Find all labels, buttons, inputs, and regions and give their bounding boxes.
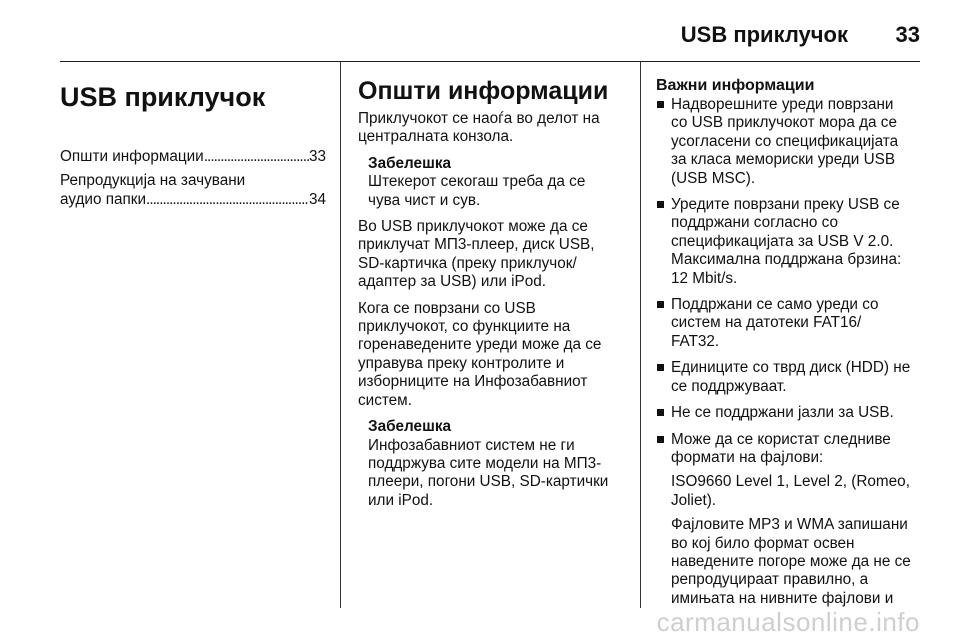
list-item: Не се поддржани јазли за USB.	[656, 404, 932, 422]
toc-entry[interactable]	[60, 172, 326, 209]
paragraph: Во USB приклучокот може да се приклучат МП3-плеер, диск USB, SD-картичка (преку приклучок/ адаптер за USB) или iPod.	[358, 218, 595, 291]
column-toc	[60, 80, 326, 215]
list-item: Надворешните уреди поврзани со USB приклучокот мора да се усогласени со спецификацијата за класа мемориски уреди USB (USB MSC).	[656, 96, 932, 188]
note-heading: Забелешка	[368, 418, 451, 436]
list-item: Уредите поврзани преку USB се поддржани согласно со спецификацијата за USB V 2.0. Максимална поддржана брзина: 12 Mbit/s.	[656, 196, 932, 288]
note-heading: Забелешка	[368, 154, 451, 172]
watermark: carmanualsonline.info	[656, 607, 920, 637]
list-item: Може да се користат следниве формати на фајлови: ISO9660 Level 1, Level 2, (Romeo, Joliet). Фајловите MP3 и WMA запишани во кој било формат освен наведените погоре може да не се репродуцираат правилно, а имињата на нивните фајлови и	[656, 431, 932, 609]
note-box: Забелешка Инфозабавниот систем не ги поддржува сите модели на МП3- плеери, погони USB, SD-картички или iPod.	[368, 418, 630, 510]
toc-row	[60, 148, 326, 166]
section-title: Општи информации	[358, 77, 609, 105]
header-rule	[60, 61, 920, 62]
toc-text: Репродукција на зачувани	[60, 172, 246, 190]
toc-page: 34	[308, 190, 326, 208]
toc-page: 33	[308, 148, 326, 165]
toc-row	[60, 191, 326, 209]
toc-entry[interactable]	[60, 148, 326, 166]
column-divider-2	[640, 62, 641, 608]
list-item: Поддржани се само уреди со систем на датотеки FAT16/ FAT32.	[656, 296, 932, 351]
bullet-icon	[657, 101, 664, 108]
bullet-list	[656, 96, 932, 608]
page-header	[0, 22, 920, 52]
intro-paragraph: Приклучокот се наоѓа во делот на централната конзола.	[358, 110, 600, 146]
list-item: Единиците со тврд диск (HDD) не се поддржуваат.	[656, 359, 932, 396]
header-title: USB приклучок	[680, 22, 848, 47]
column-general-info	[358, 76, 630, 518]
chapter-title: USB приклучок	[60, 82, 266, 112]
bullet-icon	[657, 436, 664, 443]
toc-text: Општи информации	[60, 148, 204, 165]
column-divider-1	[340, 62, 341, 608]
bullet-icon	[657, 364, 664, 371]
toc-text: аудио папки	[60, 190, 147, 208]
paragraph: Кога се поврзани со USB приклучокот, со функциите на горенаведените уреди може да се управува преку контролите и изборниците на Инфозабавниот систем.	[358, 299, 602, 409]
note-box: Забелешка Штекерот секогаш треба да се чува чист и сув.	[368, 155, 630, 210]
table-of-contents	[60, 148, 326, 209]
bullet-icon	[657, 409, 664, 416]
page-number: 33	[895, 22, 920, 47]
bullet-icon	[657, 301, 664, 308]
section-title: Важни информации	[656, 77, 815, 94]
bullet-icon	[657, 201, 664, 208]
toc-leader	[204, 148, 309, 166]
toc-leader	[146, 191, 309, 209]
column-important-info	[656, 76, 932, 616]
